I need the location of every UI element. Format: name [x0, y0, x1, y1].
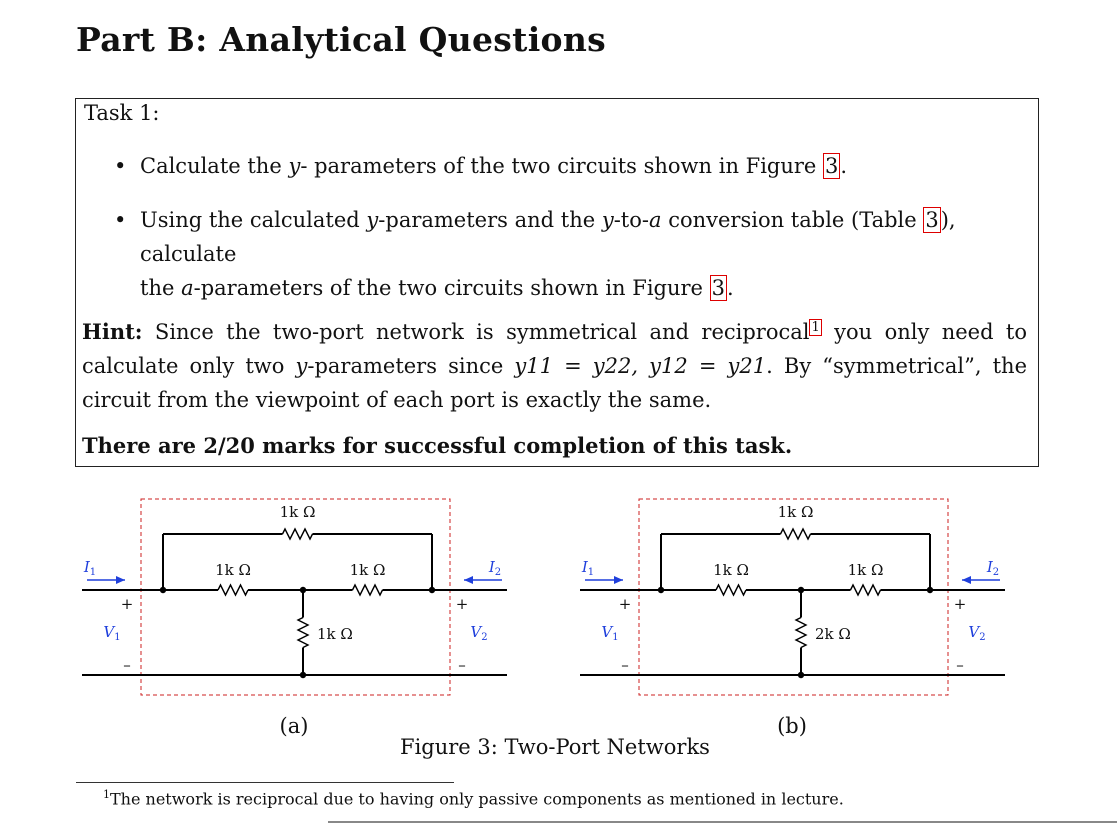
- label-r-right: 1k Ω: [847, 561, 884, 579]
- resistor-left: [716, 585, 746, 595]
- current-i1-label: $I_1$: [83, 558, 97, 578]
- label-r-shunt: 1k Ω: [317, 625, 353, 643]
- junction-dot: [160, 587, 166, 593]
- label-r-left: 1k Ω: [215, 561, 251, 579]
- current-i2-arrow-head: [962, 576, 971, 584]
- resistor-right: [851, 585, 881, 595]
- junction-dot: [798, 672, 804, 678]
- resistor-shunt: [298, 618, 308, 648]
- footnote-rule: [76, 782, 454, 783]
- page-bottom-rule: [328, 821, 1117, 823]
- junction-dot: [429, 587, 435, 593]
- v1-plus: +: [618, 595, 632, 613]
- subfigure-label: (b): [777, 714, 807, 738]
- figure-ref-link[interactable]: 3: [711, 276, 726, 300]
- junction-dot: [927, 587, 933, 593]
- label-r-left: 1k Ω: [713, 561, 749, 579]
- voltage-v2-label: $V_2$: [968, 623, 986, 643]
- bullet-2: • Using the calculated y-parameters and the y-to-a conversion table (Table 3), calculate the a-parameters of the two circuits shown in Figure 3.: [114, 208, 956, 300]
- v2-plus: +: [953, 595, 967, 613]
- port-boundary-box: [639, 499, 948, 695]
- current-i2-label: $I_2$: [488, 558, 502, 578]
- circuit-b: [580, 499, 1005, 738]
- marks-statement: There are 2/20 marks for successful completion of this task.: [82, 433, 793, 458]
- v1-minus: –: [621, 656, 629, 674]
- v1-minus: –: [123, 656, 131, 674]
- junction-dot: [658, 587, 664, 593]
- footnote: $^1$The network is reciprocal due to having only passive components as mentioned in lecture.: [103, 788, 844, 809]
- current-i1-arrow-head: [614, 576, 623, 584]
- voltage-v1-label: $V_1$: [103, 623, 121, 643]
- junction-dot: [798, 587, 804, 593]
- footnote-ref-link[interactable]: 1: [811, 320, 820, 335]
- symmetry-equation: y11 = y22, y12 = y21: [514, 354, 767, 378]
- port-boundary-box: [141, 499, 450, 695]
- figure-caption: Figure 3: Two-Port Networks: [400, 735, 710, 759]
- current-i2-label: $I_2$: [986, 558, 1000, 578]
- resistor-right: [353, 585, 383, 595]
- figure-ref-link[interactable]: 3: [825, 154, 839, 178]
- page-title: Part B: Analytical Questions: [76, 20, 607, 59]
- current-i2-arrow-head: [464, 576, 473, 584]
- resistor-top: [283, 529, 313, 539]
- subfigure-label: (a): [279, 714, 309, 738]
- v1-plus: +: [120, 595, 134, 613]
- resistor-left: [218, 585, 248, 595]
- label-r-shunt: 2k Ω: [815, 625, 851, 643]
- label-r-right: 1k Ω: [349, 561, 386, 579]
- resistor-top: [781, 529, 811, 539]
- bullet-1: • Calculate the y- parameters of the two circuits shown in Figure 3.: [114, 154, 848, 178]
- junction-dot: [300, 587, 306, 593]
- voltage-v1-label: $V_1$: [601, 623, 619, 643]
- task-label: Task 1:: [84, 101, 160, 125]
- circuit-a: [82, 499, 507, 738]
- junction-dot: [300, 672, 306, 678]
- label-r-top: 1k Ω: [279, 503, 316, 521]
- table-ref-link[interactable]: 3: [925, 208, 939, 232]
- current-i1-arrow-head: [116, 576, 125, 584]
- current-i1-label: $I_1$: [581, 558, 595, 578]
- voltage-v2-label: $V_2$: [470, 623, 488, 643]
- v2-plus: +: [455, 595, 469, 613]
- hint-paragraph: Hint: Since the two-port network is symmetrical and reciprocal $^1$ you only need to calculate only two y-parameters since y11 = y22, y12 = y21. By “symmetrical”, the circuit from the viewpoint of each port is exactly the same.: [82, 319, 1028, 412]
- v2-minus: –: [458, 656, 466, 674]
- label-r-top: 1k Ω: [777, 503, 814, 521]
- v2-minus: –: [956, 656, 964, 674]
- resistor-shunt: [796, 618, 806, 648]
